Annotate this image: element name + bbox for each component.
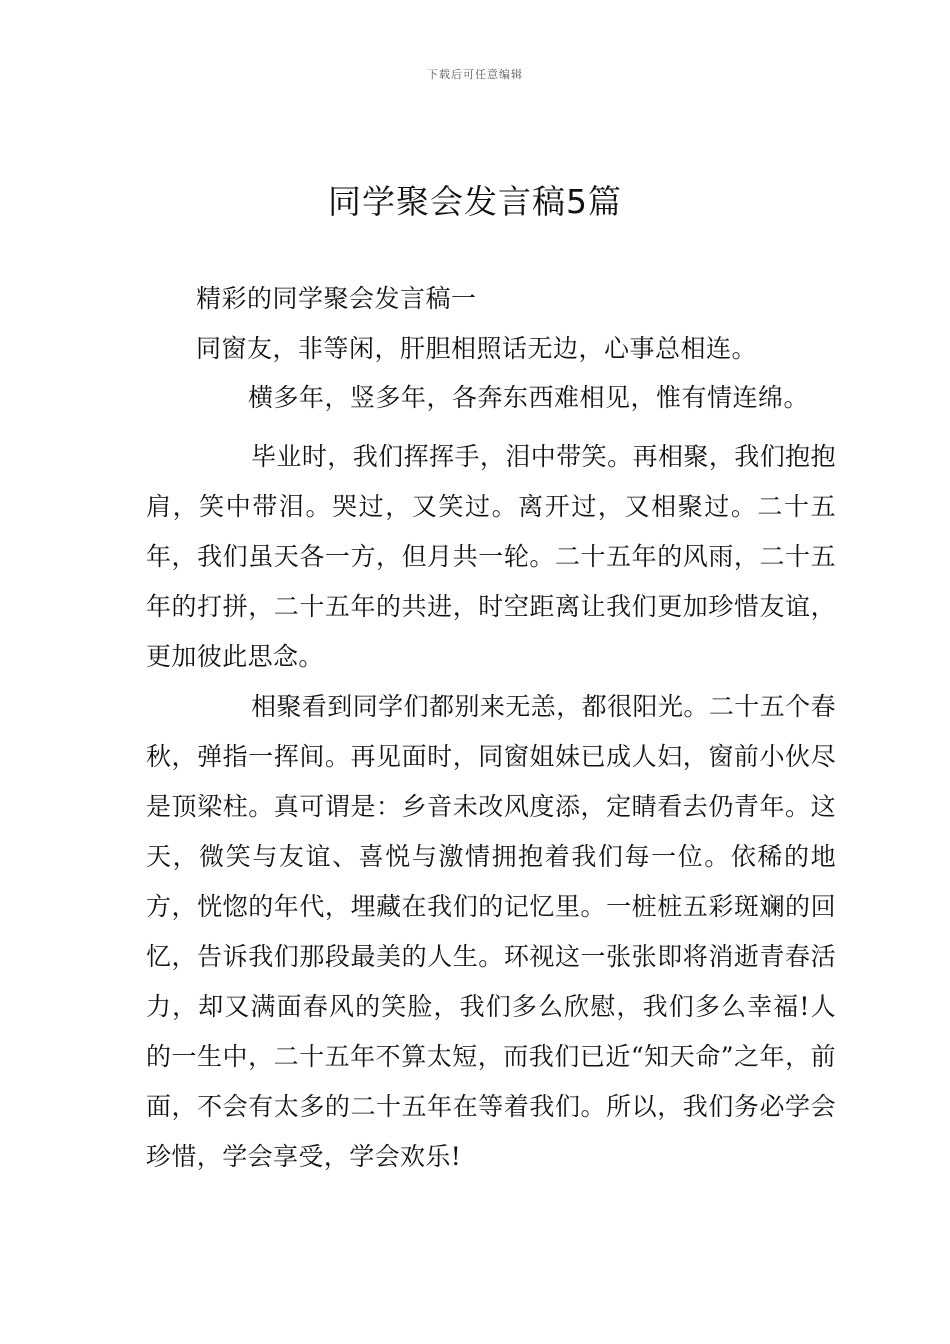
paragraph-2: 相聚看到同学们都别来无恙，都很阳光。二十五个春秋，弹指一挥间。再见面时，同窗姐妹已成人妇，窗前小伙尽是顶梁柱。真可谓是：乡音未改风度添，定睛看去仍青年。这天，微笑与友谊、喜悦与激情拥抱着我们每一位。依稀的地方，恍惚的年代，埋藏在我们的记忆里。一桩桩五彩斑斓的回忆，告诉我们那段最美的人生。环视这一张张即将消逝青春活力，却又满面春风的笑脸，我们多么欣慰，我们多么幸福!人的一生中，二十五年不算太短，而我们已近“知天命”之年，前面，不会有太多的二十五年在等着我们。所以，我们务必学会珍惜，学会享受，学会欢乐! [146,692,836,1171]
poem-line-1: 同窗友，非等闲，肝胆相照话无边，心事总相连。 [196,334,758,363]
section-heading: 精彩的同学聚会发言稿一 [196,284,477,313]
body-text [146,432,836,1182]
document-title: 同学聚会发言稿5篇 [328,182,622,221]
header-note: 下载后可任意编辑 [427,68,523,81]
paragraph-1: 毕业时，我们挥挥手，泪中带笑。再相聚，我们抱抱肩，笑中带泪。哭过，又笑过。离开过，又相聚过。二十五年，我们虽天各一方，但月共一轮。二十五年的风雨，二十五年的打拼，二十五年的共进，时空距离让我们更加珍惜友谊，更加彼此思念。 [146,442,836,671]
poem-line-2: 横多年，竖多年，各奔东西难相见，惟有情连绵。 [248,383,810,412]
